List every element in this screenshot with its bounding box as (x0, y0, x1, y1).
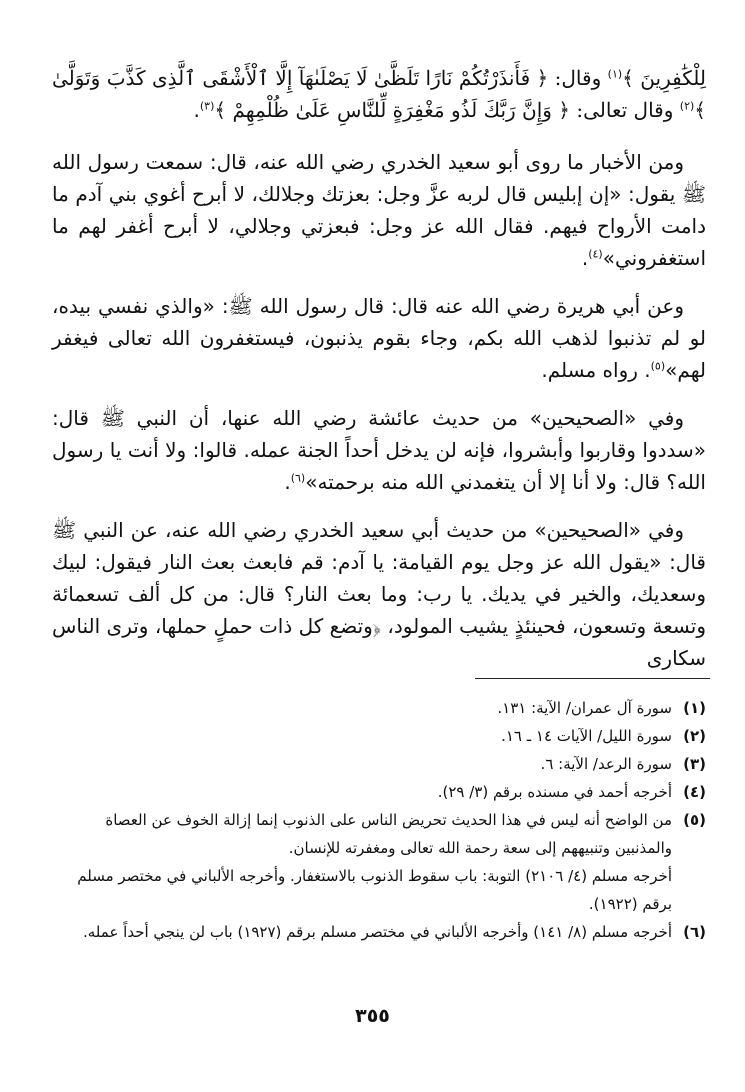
main-text (52, 62, 706, 690)
footnote-item (52, 918, 706, 946)
footnote-item (52, 694, 706, 722)
paragraph-text: وفي «الصحيحين» من حديث أبي سعيد الخدري رضي الله عنه، عن النبي ﷺ قال: «يقول الله عز وجل يوم القيامة: يا آدم: قم فابعث بعث النار فيقول: لبيك وسعديك، والخير في يديك. يا رب: وما بعث النار؟ قال: من كل ألف تسعمائة وتسعة وتسعون، فحينئذٍ يشيب المولود، ﴿وتضع كل ذات حملٍ حملها، وترى الناس سكارى (52, 518, 706, 670)
paragraph-hadith-abu-hurayra (52, 290, 706, 386)
footnote-text: سورة الرعد/ الآية: ٦. (540, 755, 672, 773)
paragraph-text: . رواه مسلم. (541, 358, 651, 382)
paragraph-quran-verses (52, 62, 706, 126)
footnote-number: (٦) (683, 923, 706, 941)
footnote-item (52, 722, 706, 750)
footnote-item (52, 806, 706, 862)
footnote-number: (٢) (683, 727, 706, 745)
page-number: ٣٥٥ (355, 1005, 390, 1027)
footnote-text: من الواضح أنه ليس في هذا الحديث تحريض الناس على الذنوب إنما إزالة الخوف عن العصاة والمذنبين وتنبيههم إلى سعة رحمة الله تعالى ومغفرته للإنسان. (105, 811, 672, 857)
paragraph-hadith-iblis (52, 146, 706, 274)
punctuation: . (581, 246, 589, 270)
paragraph-hadith-aisha (52, 402, 706, 498)
verse-text: وقال: ﴿ فَأَنذَرْتُكُمْ نَارًا تَلَظَّىٰ لَا يَصْلَىٰهَآ إِلَّا ٱلْأَشْقَى ٱلَّذِى كَذَّبَ وَتَوَلَّىٰ ﴾ (52, 66, 706, 122)
footnote-number: (٣) (683, 755, 706, 773)
paragraph-text: ومن الأخبار ما روى أبو سعيد الخدري رضي الله عنه، قال: سمعت رسول الله ﷺ يقول: «إن إبليس قال لربه عزَّ وجل: بعزتك وجلالك، لا أبرح أغوي بني آدم ما دامت الأرواح فيهم. فقال الله عز وجل: فبعزتي وجلالي، لا أبرح أغفر لهم ما استغفروني» (52, 150, 706, 270)
paragraph-text: وفي «الصحيحين» من حديث عائشة رضي الله عنها، أن النبي ﷺ قال: «سددوا وقاربوا وأبشروا، فإنه لن يدخل أحداً الجنة عمله. قالوا: ولا أنت يا رسول الله؟ قال: ولا أنا إلا أن يتغمدني الله منه برحمته» (52, 406, 706, 494)
footnote-number: (٥) (683, 811, 706, 829)
footnote-text: أخرجه أحمد في مسنده برقم (٣/ ٢٩). (437, 783, 672, 801)
verse-text: لِلْكَٰفِرِينَ ﴾ (622, 66, 706, 90)
footnote-marker: (٢) (679, 99, 695, 113)
footnote-item (52, 778, 706, 806)
footnote-text: أخرجه مسلم (٤/ ٢١٠٦) التوبة: باب سقوط الذنوب بالاستغفار. وأخرجه الألباني في مختصر مسلم برقم (١٩٢٢). (77, 867, 672, 913)
punctuation: . (284, 470, 291, 494)
footnote-marker: (٣) (199, 99, 215, 113)
footnotes (52, 694, 706, 946)
footnote-item (52, 862, 706, 918)
footnote-marker: (٤) (588, 247, 603, 261)
paragraph-hadith-abu-said (52, 514, 706, 674)
footnote-text: سورة آل عمران/ الآية: ١٣١. (497, 699, 672, 717)
verse-text: وقال تعالى: ﴿ وَإِنَّ رَبَّكَ لَذُو مَغْفِرَةٍ لِّلنَّاسِ عَلَىٰ ظُلْمِهِمْ ﴾ (214, 98, 680, 122)
footnote-marker: (٦) (290, 471, 306, 485)
paragraph-text: وعن أبي هريرة رضي الله عنه قال: قال رسول الله ﷺ: «والذي نفسي بيده، لو لم تذنبوا لذهب الله بكم، وجاء بقوم يذنبون، فيستغفرون الله تعالى فيغفر لهم» (52, 294, 706, 382)
footnote-marker: (١) (607, 67, 623, 81)
footnote-marker: (٥) (650, 359, 666, 373)
footnote-text: أخرجه مسلم (٨/ ١٤١) وأخرجه الألباني في مختصر مسلم برقم (١٩٢٧) باب لن ينجي أحداً عمله. (83, 923, 672, 941)
footnote-separator (475, 678, 710, 679)
punctuation: . (193, 98, 200, 122)
footnote-number: (٤) (683, 783, 706, 801)
footnote-text: سورة الليل/ الآيات ١٤ ـ ١٦. (501, 727, 672, 745)
footnote-item (52, 750, 706, 778)
footnote-number: (١) (683, 699, 706, 717)
